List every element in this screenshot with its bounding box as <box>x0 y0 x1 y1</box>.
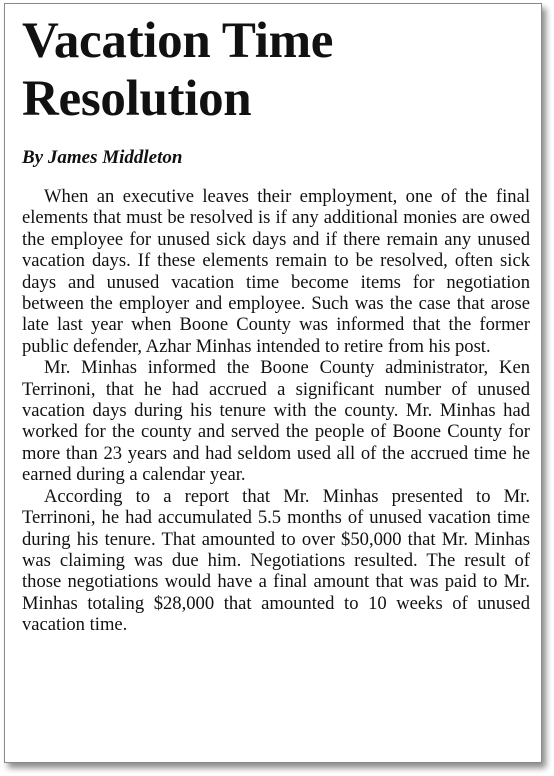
paragraph-1: When an executive leaves their employment, one of the final elements that must be resolved is if any additional monies are owed the employee for unused sick days and if there remain any unused vacation days. If these elements remain to be resolved, often sick days and unused vacation time become items for negotiation between the employer and employee. Such was the case that arose late last year when Boone County was informed that the former public defender, Azhar Minhas intended to retire from his post. <box>22 186 530 357</box>
headline <box>22 12 530 128</box>
article-body <box>22 186 530 636</box>
byline: By James Middleton <box>22 147 183 168</box>
paragraph-2: Mr. Minhas informed the Boone County administrator, Ken Terrinoni, that he had accrued a significant number of unused vacation days during his tenure with the county. Mr. Minhas had worked for the county and served the people of Boone County for more than 23 years and had seldom used all of the accrued time he earned during a calendar year. <box>22 357 530 486</box>
headline-line-1: Vacation Time <box>22 13 334 69</box>
paragraph-3: According to a report that Mr. Minhas presented to Mr. Terrinoni, he had accumulated 5.5 months of unused vacation time during his tenure. That amounted to over $50,000 that Mr. Minhas was claiming was due him. Negotiations resulted. The result of those negotiations would have a final amount that was paid to Mr. Minhas totaling $28,000 that amounted to 10 weeks of unused vacation time. <box>22 485 530 636</box>
article <box>22 12 530 636</box>
page-frame <box>4 3 542 763</box>
headline-line-2: Resolution <box>22 71 252 127</box>
